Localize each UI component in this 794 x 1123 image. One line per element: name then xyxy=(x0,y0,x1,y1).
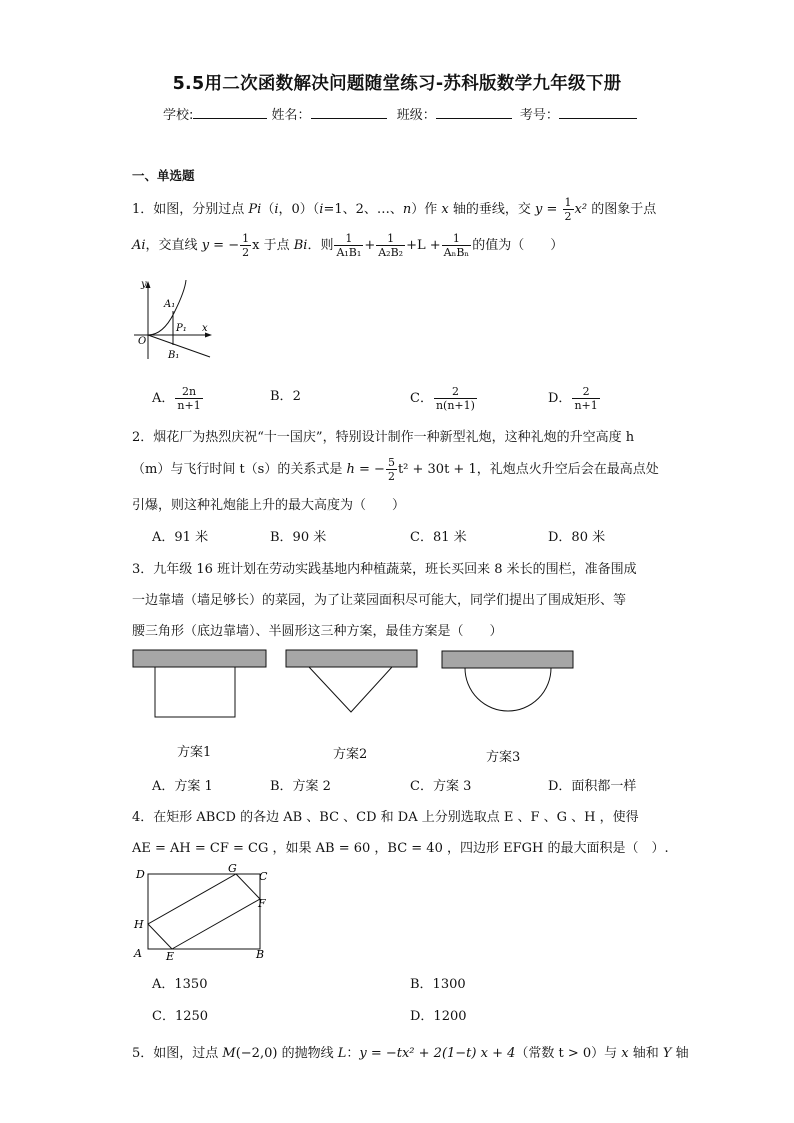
label-y: y xyxy=(141,279,147,290)
q3-option-a[interactable]: A．方案 1 xyxy=(152,779,213,794)
label-E: E xyxy=(166,950,175,962)
school-blank[interactable] xyxy=(193,106,267,119)
q4-option-b[interactable]: B．1300 xyxy=(410,977,466,992)
q3-figures xyxy=(128,645,588,725)
label-F: F xyxy=(258,897,266,910)
number-blank[interactable] xyxy=(559,106,637,119)
q4-option-d[interactable]: D．1200 xyxy=(410,1009,467,1024)
class-blank[interactable] xyxy=(436,106,512,119)
q4-figure xyxy=(128,862,273,962)
label-x: x xyxy=(202,323,208,334)
plan2-caption: 方案2 xyxy=(333,747,368,762)
q1-option-d[interactable]: D． $\frac{2}{n+1}$ xyxy=(548,385,598,412)
label-G: G xyxy=(228,862,237,875)
q1-line2: Ai，交直线 y = − $\frac{1}{2}$ x 于点 Bi．则 $\frac{1}{\text{A₁B₁}}$ + $\frac{1}{\text{A₂B₂}}$ +L + $\frac{1}{\text{AₙBₙ}}$ 的值为（ ） xyxy=(132,232,564,259)
label-D: D xyxy=(136,868,145,881)
q3-line1: 3．九年级 16 班计划在劳动实践基地内种植蔬菜，班长买回来 8 米长的围栏，准备围成 xyxy=(132,562,637,577)
quadrilateral-efgh xyxy=(148,874,260,949)
q4-line2: AE = AH = CF = CG ，如果 AB = 60 ，BC = 40 ，四边形 EFGH 的最大面积是（ ）. xyxy=(132,841,669,856)
label-C: C xyxy=(259,870,268,883)
rectangle-abcd xyxy=(148,874,260,949)
number-label: 考号： xyxy=(519,108,559,123)
wall-1 xyxy=(133,650,266,667)
wall-2 xyxy=(286,650,417,667)
q2-line1: 2．烟花厂为热烈庆祝“十一国庆”，特别设计制作一种新型礼炮，这种礼炮的升空高度 h xyxy=(132,430,635,445)
page-title: 5.5用二次函数解决问题随堂练习-苏科版数学九年级下册 xyxy=(172,74,622,94)
q4-option-c[interactable]: C．1250 xyxy=(152,1009,209,1024)
wall-3 xyxy=(442,651,573,668)
plan1-caption: 方案1 xyxy=(177,745,212,760)
q4-option-a[interactable]: A．1350 xyxy=(152,977,208,992)
q2-option-d[interactable]: D．80 米 xyxy=(548,530,606,545)
q4-line1: 4．在矩形 ABCD 的各边 AB 、BC 、CD 和 DA 上分别选取点 E 、F 、G 、H ，使得 xyxy=(132,810,639,825)
q1-option-c[interactable]: C． $\frac{2}{n(n+1)}$ xyxy=(410,385,475,412)
label-B1: B₁ xyxy=(168,350,180,361)
label-O: O xyxy=(138,336,147,347)
q3-option-b[interactable]: B．方案 2 xyxy=(270,779,331,794)
section-heading: 一、单选题 xyxy=(132,168,195,183)
q2-line3: 引爆，则这种礼炮能上升的最大高度为（ ） xyxy=(132,498,406,513)
label-P1: P₁ xyxy=(176,323,187,334)
q2-line2: （m）与飞行时间 t（s）的关系式是 h = − $\frac{5}{2}$ t² + 30t + 1，礼炮点火升空后会在最高点处 xyxy=(132,456,659,483)
plan1-rectangle xyxy=(155,667,235,717)
plan3-caption: 方案3 xyxy=(486,750,521,765)
student-info-row xyxy=(163,104,637,123)
name-label: 姓名： xyxy=(271,108,311,123)
plan3-semicircle xyxy=(465,668,551,711)
q3-line2: 一边靠墙（墙足够长）的菜园，为了让菜园面积尽可能大，同学们提出了围成矩形、等 xyxy=(132,593,627,608)
label-A1: A₁ xyxy=(164,299,176,310)
label-B: B xyxy=(256,948,265,961)
q1-option-b[interactable]: B．2 xyxy=(270,389,301,404)
q3-option-d[interactable]: D．面积都一样 xyxy=(548,779,637,794)
label-A: A xyxy=(134,947,142,960)
q3-option-c[interactable]: C．方案 3 xyxy=(410,779,472,794)
plan2-triangle xyxy=(309,667,392,712)
q5-line1: 5．如图，过点 M(−2,0) 的抛物线 L：y = −tx² + 2(1−t) x + 4（常数 t > 0）与 x 轴和 Y 轴 xyxy=(132,1046,689,1061)
school-label: 学校: xyxy=(163,108,194,123)
label-H: H xyxy=(134,918,144,931)
q1-option-a[interactable]: A． $\frac{2n}{n+1}$ xyxy=(152,385,201,412)
name-blank[interactable] xyxy=(311,106,387,119)
class-label: 班级： xyxy=(396,108,436,123)
q1-line1: 1．如图，分别过点 Pi（i，0）（i=1、2、…、n）作 x 轴的垂线，交 y = $\frac{1}{2}$ x² 的图象于点 xyxy=(132,196,657,223)
q1-figure xyxy=(128,275,218,367)
q3-line3: 腰三角形（底边靠墙）、半圆形这三种方案，最佳方案是（ ） xyxy=(132,624,503,639)
q2-option-a[interactable]: A．91 米 xyxy=(152,530,209,545)
q2-option-c[interactable]: C．81 米 xyxy=(410,530,467,545)
q2-option-b[interactable]: B．90 米 xyxy=(270,530,327,545)
